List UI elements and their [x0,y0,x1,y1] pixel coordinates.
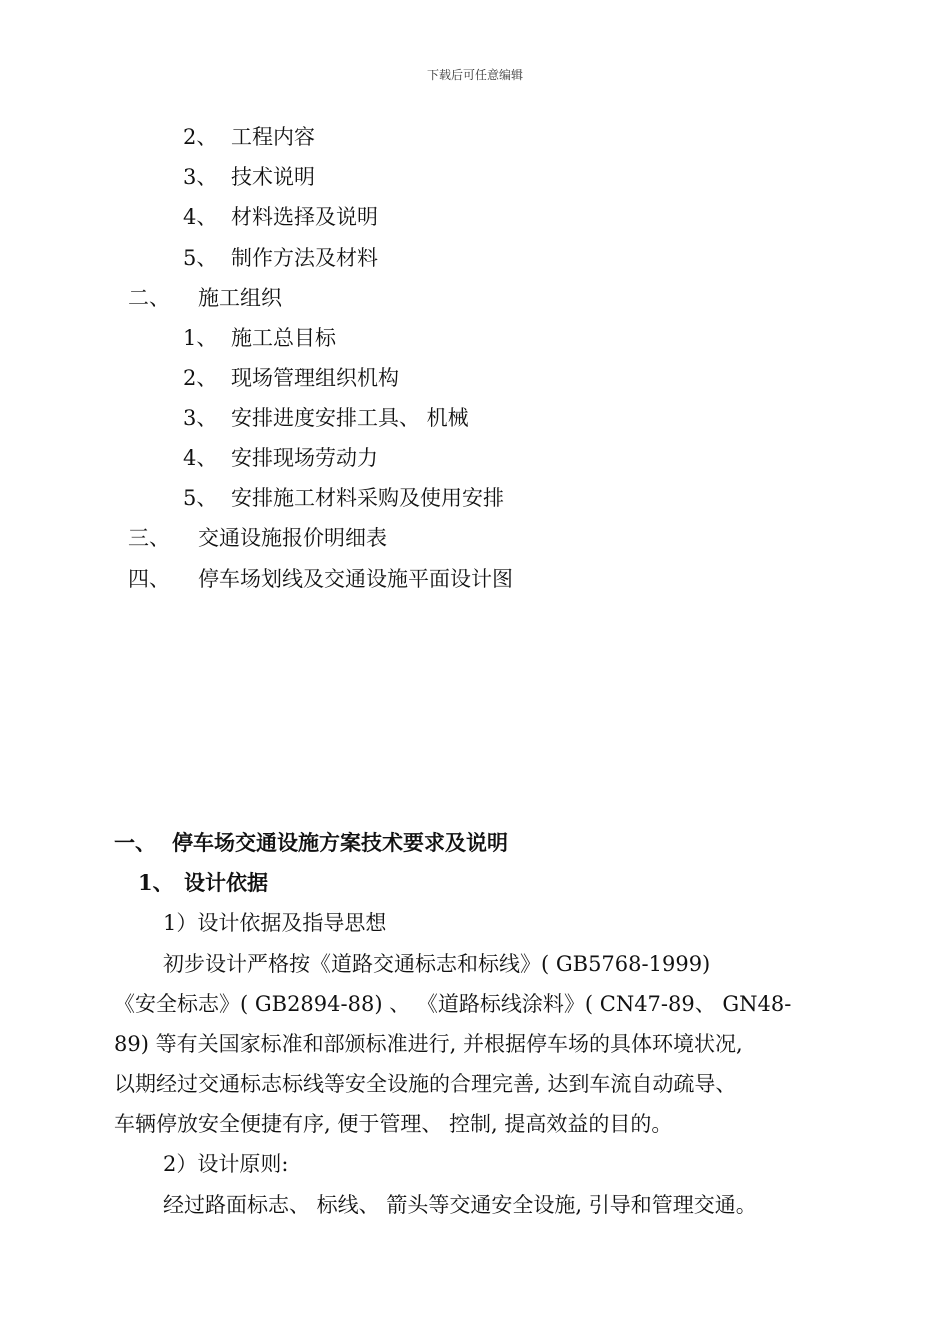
toc-item-text: 安排现场劳动力 [231,446,378,470]
toc-item-number: 3、 [183,165,218,189]
toc-item [183,163,315,191]
toc-item-number: 4、 [183,205,218,229]
toc-item [183,324,336,352]
toc-item-number: 四、 [128,567,170,591]
toc-item-number: 5、 [183,246,218,270]
toc-item-number: 2、 [183,366,218,390]
section-number: 一、 [114,830,156,855]
toc-item [128,284,282,312]
paragraph-line: 《安全标志》( GB2894-88) 、 《道路标线涂料》( CN47-89、 GN48- [114,992,792,1016]
toc-item-number: 三、 [128,526,170,550]
toc-item-text: 现场管理组织机构 [231,366,399,390]
toc-item-number: 二、 [128,286,170,310]
toc-item-text: 施工组织 [198,286,282,310]
toc-item [183,203,378,231]
toc-item-number: 2、 [183,125,218,149]
toc-item [128,565,513,593]
item-heading: 2）设计原则: [163,1152,289,1176]
toc-item-number: 3、 [183,406,218,430]
toc-item-text: 工程内容 [231,125,315,149]
toc-item [183,364,399,392]
toc-item-number: 1、 [183,326,218,350]
toc-item-text: 技术说明 [231,165,315,189]
item-heading: 1）设计依据及指导思想 [163,911,387,935]
subsection-heading [138,869,268,897]
toc-item [183,484,504,512]
toc-item [128,524,387,552]
subsection-title: 设计依据 [184,870,268,895]
toc-item [183,123,315,151]
section-title: 停车场交通设施方案技术要求及说明 [172,830,508,855]
paragraph-line: 车辆停放安全便捷有序, 便于管理、 控制, 提高效益的目的。 [114,1112,673,1136]
toc-item-text: 交通设施报价明细表 [198,526,387,550]
section-heading [114,829,508,857]
subsection-number: 1、 [138,870,174,895]
toc-item [183,444,378,472]
toc-item-text: 施工总目标 [231,326,336,350]
paragraph-line: 89) 等有关国家标准和部颁标准进行, 并根据停车场的具体环境状况, [114,1032,743,1056]
paragraph-line: 经过路面标志、 标线、 箭头等交通安全设施, 引导和管理交通。 [163,1193,757,1217]
toc-item-text: 安排进度安排工具、 机械 [231,406,469,430]
toc-item-text: 材料选择及说明 [231,205,378,229]
paragraph-line: 初步设计严格按《道路交通标志和标线》( GB5768-1999) [163,952,711,976]
toc-item-number: 4、 [183,446,218,470]
paragraph-line: 以期经过交通标志标线等安全设施的合理完善, 达到车流自动疏导、 [114,1072,737,1096]
toc-item [183,244,378,272]
toc-item-text: 安排施工材料采购及使用安排 [231,486,504,510]
toc-item-text: 停车场划线及交通设施平面设计图 [198,567,513,591]
toc-item-number: 5、 [183,486,218,510]
toc-item-text: 制作方法及材料 [231,246,378,270]
toc-item [183,404,469,432]
page-header: 下载后可任意编辑 [426,68,523,82]
